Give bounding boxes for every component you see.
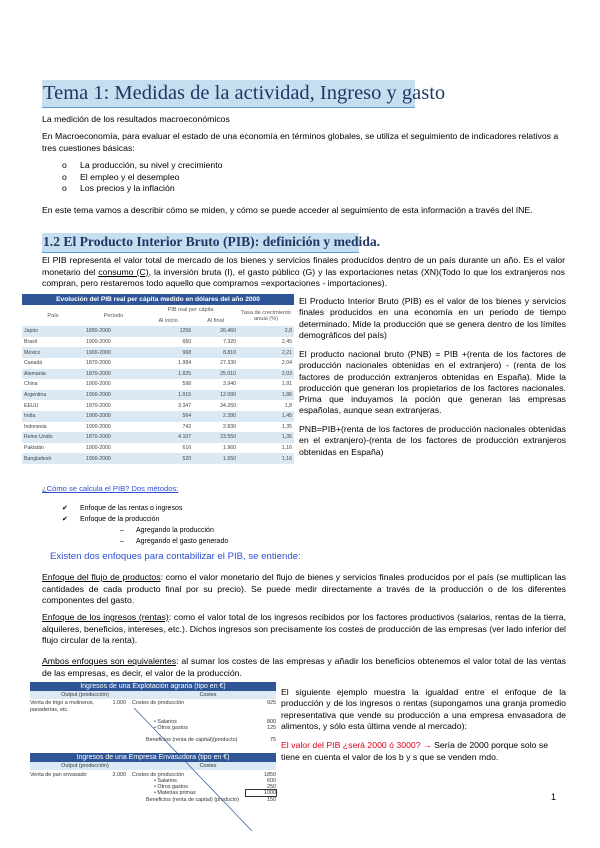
intro-closing: En este tema vamos a describir cómo se miden, y cómo se puede acceder al seguimiento de esta información a través del INE.	[42, 205, 533, 215]
page-number: 1	[551, 792, 557, 802]
table-row: Brasil 1900-2000 650 7.320 2,45	[22, 337, 294, 348]
method-subitem: – Agregando la producción	[120, 527, 214, 534]
bullet-item: o Los precios y la inflación	[62, 183, 175, 194]
table-row: Pakistán 1900-2000 616 1.960 1,16	[22, 443, 294, 454]
two-approaches-intro: Existen dos enfoques para contabilizar el PIB, se entiende:	[50, 551, 301, 562]
intro-bullets	[62, 160, 222, 195]
table-row: México 1900-2000 968 8.810 2,21	[22, 347, 294, 358]
section-heading: 1.2 El Producto Interior Bruto (PIB): definición y medida.	[42, 233, 359, 253]
cost-value: 600	[267, 777, 276, 784]
flow-approach: Enfoque del flujo de productos: como el valor monetario del flujo de bienes y servicios finales producidos por el país (se multiplican las cantidades de cada producto final por su precio). Se puede medir directamente a través de la producción o de los diferentes componentes del gasto.	[42, 572, 566, 606]
cost-item: • Salarios	[154, 719, 177, 725]
table-row: India 1900-2000 564 2.390 1,45	[22, 411, 294, 422]
cost-item: • Otros gastos	[154, 783, 188, 790]
cost-value: 125	[267, 725, 276, 731]
method-subitem: – Agregando el gasto generado	[120, 538, 229, 545]
method-item: ✔ Enfoque de las rentas o ingresos	[62, 505, 183, 512]
flow-arrow	[30, 682, 276, 840]
intro-paragraph: En Macroeconomía, para evaluar el estado de una economía en términos globales, se utiliza el seguimiento de indicadores relativos a tres cuestiones básicas:	[42, 131, 559, 153]
col-header: Al final	[193, 316, 238, 327]
table-row: Reino Unido 1870-2000 4.107 23.550 1,35	[22, 432, 294, 443]
col-header: PIB real per cápita	[143, 305, 238, 316]
packer-profit-value: 150	[267, 796, 276, 803]
farm-profit-label: Beneficios (renta de capital)(producto)	[146, 737, 238, 743]
table-row: Argentina 1900-2000 1.915 12.090 1,86	[22, 390, 294, 401]
pib-table	[22, 294, 294, 464]
page-title: Tema 1: Medidas de la actividad, Ingreso y gasto	[42, 80, 415, 108]
packer-output-item: Venta de pan envasado	[30, 771, 87, 778]
bullet-item: o El empleo y el desempleo	[62, 171, 180, 182]
cost-item: • Materias primas	[154, 789, 196, 796]
pib-definition: El Producto Interior Bruto (PIB) es el valor de los bienes y servicios finales producidos en una economía en un periodo de tiempo determinado. Mide la producción que se genera dentro de los límites demográficos del país)	[299, 296, 566, 340]
intro-subtitle: La medición de los resultados macroeconómicos	[42, 114, 230, 124]
table-row: Alemania 1870-2000 1.825 25.010 2,03	[22, 369, 294, 380]
packer-costs-value: 1850	[264, 771, 276, 778]
cost-value: 250	[267, 783, 276, 790]
table-row: Bangladesh 1900-2000 520 1.650 1,16	[22, 453, 294, 464]
col-header: Período	[84, 305, 143, 326]
costs-header: Costes	[199, 762, 217, 769]
packer-table-title: Ingresos de una Empresa Envasadora (tipo en €)	[30, 753, 276, 762]
section-paragraph: El PIB representa el valor total de mercado de los bienes y servicios finales producidos dentro de un país durante un año. Es el valor monetario del consumo (C), la inversión bruta (I), el gasto público (G) y las exportaciones netas (XN)(Todo lo que los extranjeros nos compran, pero restaremos todo aquello que compramos =exportaciones - importaciones).	[42, 255, 566, 289]
methods-list	[62, 503, 228, 547]
cost-item: • Otros gastos	[154, 725, 188, 731]
farm-output-value: 1.000	[112, 700, 126, 706]
packer-profit-label: Beneficios (renta de capital) (producto)	[146, 796, 239, 803]
col-header: Tasa de crecimiento anual (%)	[238, 305, 294, 326]
cost-item: • Salarios	[154, 777, 177, 784]
pnb-definition: El producto nacional bruto (PNB) = PIB +(renta de los factores de producción nacionales obtenidas en el extranjero) - (renta de los factores de producción extranjeros obtenidas en España). Mide la producción que generan los propietarios de los factores nacionales. Prima que induyamos la poción que generan las empresas españolas, aunque sean extranjeras.	[299, 349, 566, 416]
farm-costs-label: Costes de producción	[132, 700, 185, 706]
bullet-item: o La producción, su nivel y crecimiento	[62, 160, 223, 170]
table-row: Japón 1890-2000 1256 26.460 2,8	[22, 326, 294, 337]
packer-costs-label: Costes de producción	[132, 771, 185, 778]
output-header: Output (producción)	[61, 692, 109, 698]
col-header: País	[22, 305, 84, 326]
pib-question: El valor del PIB ¿será 2000 ó 3000? → Sería de 2000 porque solo se tiene en cuenta el valor de los b y s que se venden mdo.	[281, 740, 549, 762]
farm-profit-value: 75	[270, 737, 276, 743]
table-row: Canadá 1870-2000 1.984 27.330 2,04	[22, 358, 294, 369]
income-approach: Enfoque de los ingresos (rentas): como el valor total de los ingresos recibidos por los factores productivos (salarios, rentas de la tierra, alquileres, beneficios, intereses, etc.). Dichos ingresos son precisamente los costes de producción de las empresas (ver lado inferior del flujo circular de la renta).	[42, 612, 566, 646]
col-header: Al inicio	[143, 316, 193, 327]
example-tables-image	[30, 682, 276, 840]
cost-value: 1000	[246, 790, 276, 796]
farm-output-item: Venta de trigo a molineros, panaderías, etc.	[30, 700, 95, 713]
pib-table-title: Evolución del PIB real per cápita medido en dólares del año 2000	[22, 294, 294, 305]
table-row: EEUU 1870-2000 3.347 34.260 1,8	[22, 400, 294, 411]
equivalence-note: Ambos enfoques son equivalentes: al sumar los costes de las empresas y añadir los beneficios obtenemos el valor total de las ventas de las empresas, es decir, el valor de la producción.	[42, 656, 566, 678]
method-item: ✔ Enfoque de la producción	[62, 516, 160, 523]
table-row: China 1900-2000 598 3.940 1,91	[22, 379, 294, 390]
farm-table-title: Ingresos de una Explotación agraria (tipo en €)	[30, 682, 276, 691]
packer-output-value: 2.000	[112, 771, 126, 778]
pnb-formula: PNB=PIB+(renta de los factores de producción nacionales obtenidas en el extranjero)-(renta de los factores de producción extranjeros obtenidas en España)	[299, 424, 566, 457]
example-paragraph: El siguiente ejemplo muestra la igualdad entre el enfoque de la producción y de los ingresos o rentas (supongamos una granja promedio representativa que vende su producción a una empresa envasadora de alimentos, y sólo esta última vende al mercado):	[281, 687, 566, 731]
cost-value: 800	[267, 719, 276, 725]
methods-question: ¿Cómo se calcula el PIB? Dos métodos:	[42, 484, 179, 493]
farm-costs-value: 925	[267, 700, 276, 706]
table-row: Indonesia 1900-2000 743 2.830 1,35	[22, 422, 294, 433]
output-header: Output (producción)	[61, 762, 109, 769]
costs-header: Costes	[199, 692, 217, 698]
